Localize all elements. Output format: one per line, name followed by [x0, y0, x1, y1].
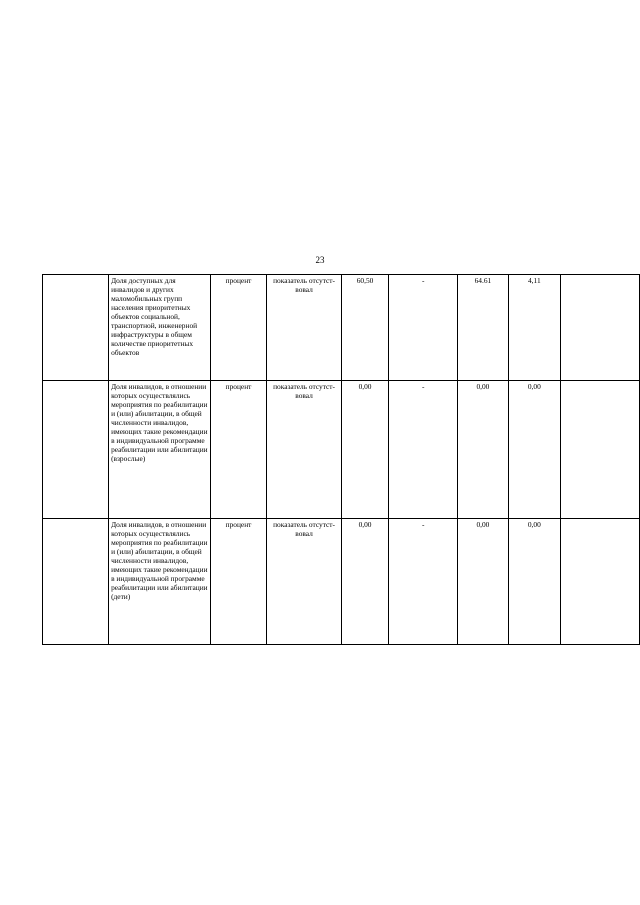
value-cell: 0,00 — [508, 381, 561, 519]
indicator-name: Доля инвалидов, в отношении которых осуществлялись мероприятия по реабилитации и (или) абилитации, в общей численности инвалидов, имеющих такие рекомендации в индивидуальной программе реабилитации или абилитации (взрослые) — [109, 381, 211, 519]
value-cell: - — [389, 381, 458, 519]
value-cell: 0,00 — [508, 519, 561, 645]
value-cell: - — [389, 519, 458, 645]
value-cell: 60,50 — [341, 275, 388, 381]
indicator-name: Доля инвалидов, в отношении которых осуществлялись мероприятия по реабилитации и (или) абилитации, в общей численности инвалидов, имеющих такие рекомендации в индивидуальной программе реабилитации или абилитации (дети) — [109, 519, 211, 645]
unit-cell: процент — [210, 519, 267, 645]
value-cell: 64.61 — [458, 275, 508, 381]
empty-cell — [43, 519, 109, 645]
base-value-cell: показатель отсутст-вовал — [267, 519, 342, 645]
table-row — [43, 275, 640, 381]
table-row — [43, 381, 640, 519]
empty-cell — [43, 381, 109, 519]
value-cell: 0,00 — [341, 519, 388, 645]
page-number: 23 — [315, 255, 325, 265]
value-cell: 0,00 — [458, 381, 508, 519]
base-value-cell: показатель отсутст-вовал — [267, 275, 342, 381]
base-value-cell: показатель отсутст-вовал — [267, 381, 342, 519]
value-cell — [561, 381, 640, 519]
value-cell: 0,00 — [341, 381, 388, 519]
value-cell: - — [389, 275, 458, 381]
value-cell — [561, 519, 640, 645]
value-cell: 0,00 — [458, 519, 508, 645]
unit-cell: процент — [210, 381, 267, 519]
value-cell — [561, 275, 640, 381]
empty-cell — [43, 275, 109, 381]
indicators-table — [42, 274, 640, 645]
unit-cell: процент — [210, 275, 267, 381]
value-cell: 4,11 — [508, 275, 561, 381]
indicator-name: Доля доступных для инвалидов и других маломобильных групп населения приоритетных объектов социальной, транспортной, инженерной инфраструктуры в общем количестве приоритетных объектов — [109, 275, 211, 381]
table-row — [43, 519, 640, 645]
